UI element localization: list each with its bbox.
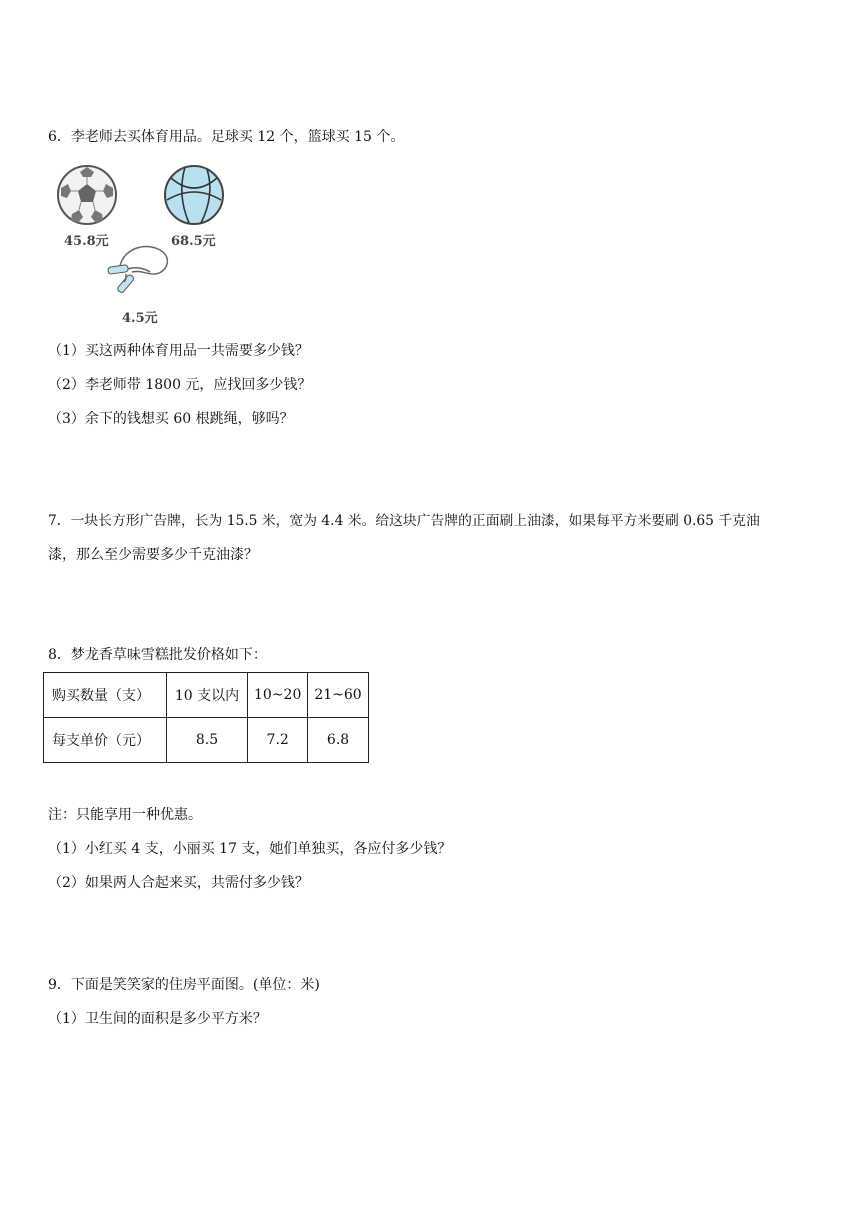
q6-title: 6．李老师去买体育用品。足球买 12 个，篮球买 15 个。 — [48, 129, 405, 145]
q8-sub-1: （1）小红买 4 支，小丽买 17 支，她们单独买，各应付多少钱？ — [48, 841, 452, 857]
basketball-icon — [163, 164, 225, 226]
q9-sub-1: （1）卫生间的面积是多少平方米？ — [48, 1011, 267, 1027]
basketball-price: 68.5元 — [171, 234, 216, 249]
q7-line-1: 7．一块长方形广告牌，长为 15.5 米，宽为 4.4 米。给这块广告牌的正面刷上油漆，如果每平方米要刷 0.65 千克油 — [48, 513, 760, 529]
table-cell: 每支单价（元） — [44, 718, 167, 763]
table-cell: 10 支以内 — [167, 673, 248, 718]
q8-sub-2: （2）如果两人合起来买，共需付多少钱？ — [48, 875, 309, 891]
jump-rope-icon — [104, 244, 176, 302]
jump-rope-price: 4.5元 — [122, 311, 158, 326]
q8-title: 8．梦龙香草味雪糕批发价格如下： — [48, 647, 267, 663]
table-cell: 6.8 — [308, 718, 368, 763]
q6-sub-1: （1）买这两种体育用品一共需要多少钱？ — [48, 343, 309, 359]
price-table — [43, 672, 369, 763]
q9-title: 9．下面是笑笑家的住房平面图。(单位：米) — [48, 977, 320, 993]
q8-note: 注：只能享用一种优惠。 — [48, 807, 202, 823]
table-cell: 7.2 — [248, 718, 308, 763]
table-row — [44, 673, 369, 718]
table-cell: 10~20 — [248, 673, 308, 718]
soccer-ball-price: 45.8元 — [64, 234, 109, 249]
q6-sub-2: （2）李老师带 1800 元，应找回多少钱？ — [48, 377, 312, 393]
table-cell: 购买数量（支） — [44, 673, 167, 718]
q6-sub-3: （3）余下的钱想买 60 根跳绳，够吗？ — [48, 411, 294, 427]
table-cell: 21~60 — [308, 673, 368, 718]
table-cell: 8.5 — [167, 718, 248, 763]
q7-line-2: 漆，那么至少需要多少千克油漆？ — [48, 547, 258, 563]
table-row — [44, 718, 369, 763]
soccer-ball-icon — [56, 164, 118, 226]
